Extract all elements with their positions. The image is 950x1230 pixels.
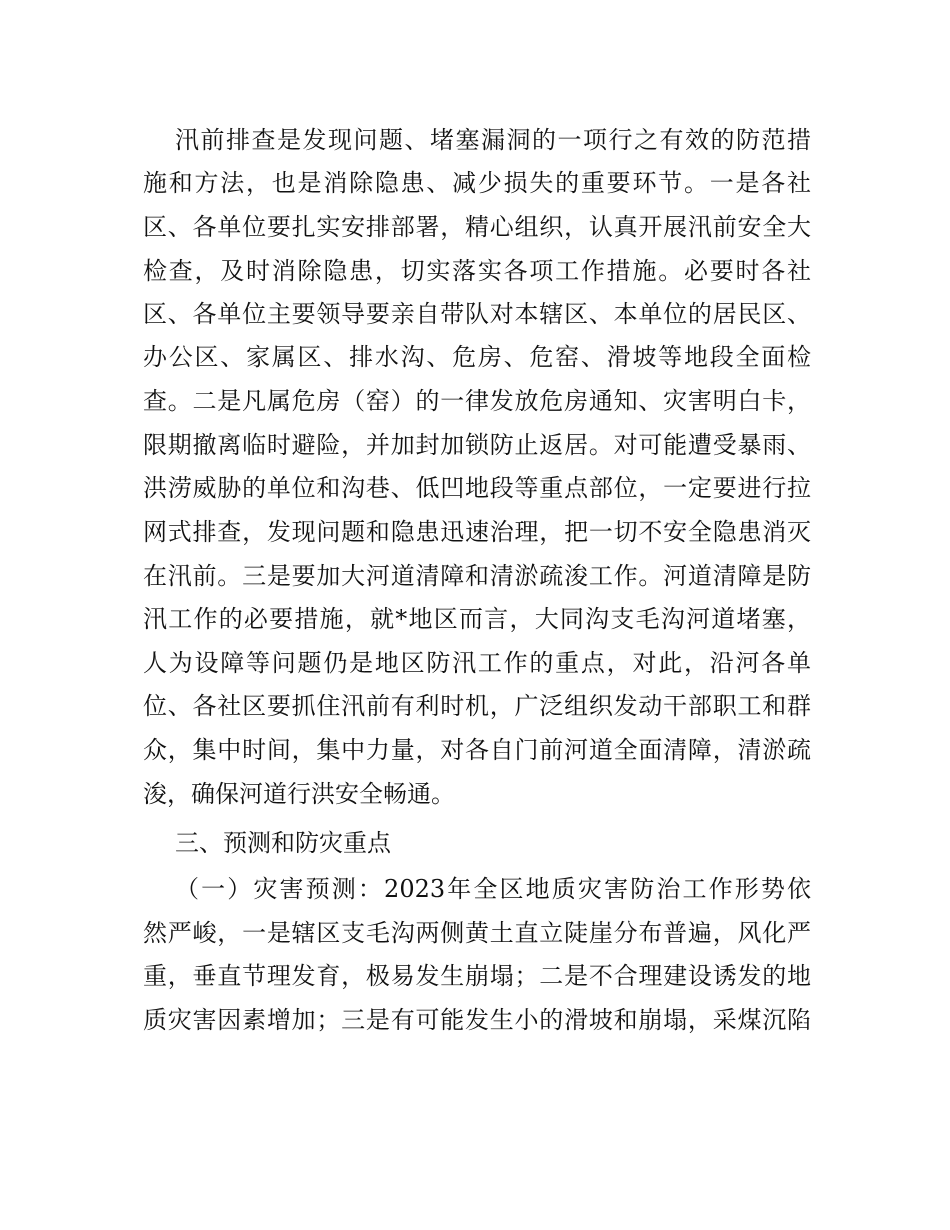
- paragraph-line: 汛工作的必要措施，就*地区而言，大同沟支毛沟河道堵塞，: [143, 605, 811, 633]
- paragraph-line: 汛前排查是发现问题、堵塞漏洞的一项行之有效的防范措: [175, 126, 811, 154]
- paragraph-line: 限期撤离临时避险，并加封加锁防止返居。对可能遭受暴雨、: [143, 431, 811, 459]
- paragraph-line: 众，集中时间，集中力量，对各自门前河道全面清障，清淤疏: [143, 736, 811, 764]
- paragraph-line: 区、各单位主要领导要亲自带队对本辖区、本单位的居民区、: [143, 300, 811, 328]
- paragraph-line: 办公区、家属区、排水沟、危房、危窑、滑坡等地段全面检: [143, 343, 811, 371]
- paragraph-line: 在汛前。三是要加大河道清障和清淤疏浚工作。河道清障是防: [143, 562, 811, 590]
- paragraph-line: 人为设障等问题仍是地区防汛工作的重点，对此，沿河各单: [143, 649, 811, 677]
- paragraph-line: 网式排查，发现问题和隐患迅速治理，把一切不安全隐患消灭: [143, 518, 811, 546]
- paragraph-line: 检查，及时消除隐患，切实落实各项工作措施。必要时各社: [143, 257, 811, 285]
- paragraph-line: 查。二是凡属危房（窑）的一律发放危房通知、灾害明白卡，: [143, 387, 811, 415]
- section-heading: 三、预测和防灾重点: [175, 829, 391, 857]
- paragraph-line: 重，垂直节理发育，极易发生崩塌；二是不合理建设诱发的地: [143, 962, 811, 990]
- paragraph-line: 浚，确保河道行洪安全畅通。: [143, 780, 455, 808]
- paragraph-line: 位、各社区要抓住汛前有利时机，广泛组织发动干部职工和群: [143, 692, 811, 720]
- paragraph-line: 区、各单位要扎实安排部署，精心组织，认真开展汛前安全大: [143, 213, 811, 241]
- paragraph-line: 然严峻，一是辖区支毛沟两侧黄土直立陡崖分布普遍，风化严: [143, 919, 811, 947]
- paragraph-line: （一）灾害预测：2023年全区地质灾害防治工作形势依: [175, 875, 811, 903]
- paragraph-line: 洪涝威胁的单位和沟巷、低凹地段等重点部位，一定要进行拉: [143, 474, 811, 502]
- paragraph-line: 质灾害因素增加；三是有可能发生小的滑坡和崩塌，采煤沉陷: [143, 1006, 811, 1034]
- paragraph-line: 施和方法，也是消除隐患、减少损失的重要环节。一是各社: [143, 169, 811, 197]
